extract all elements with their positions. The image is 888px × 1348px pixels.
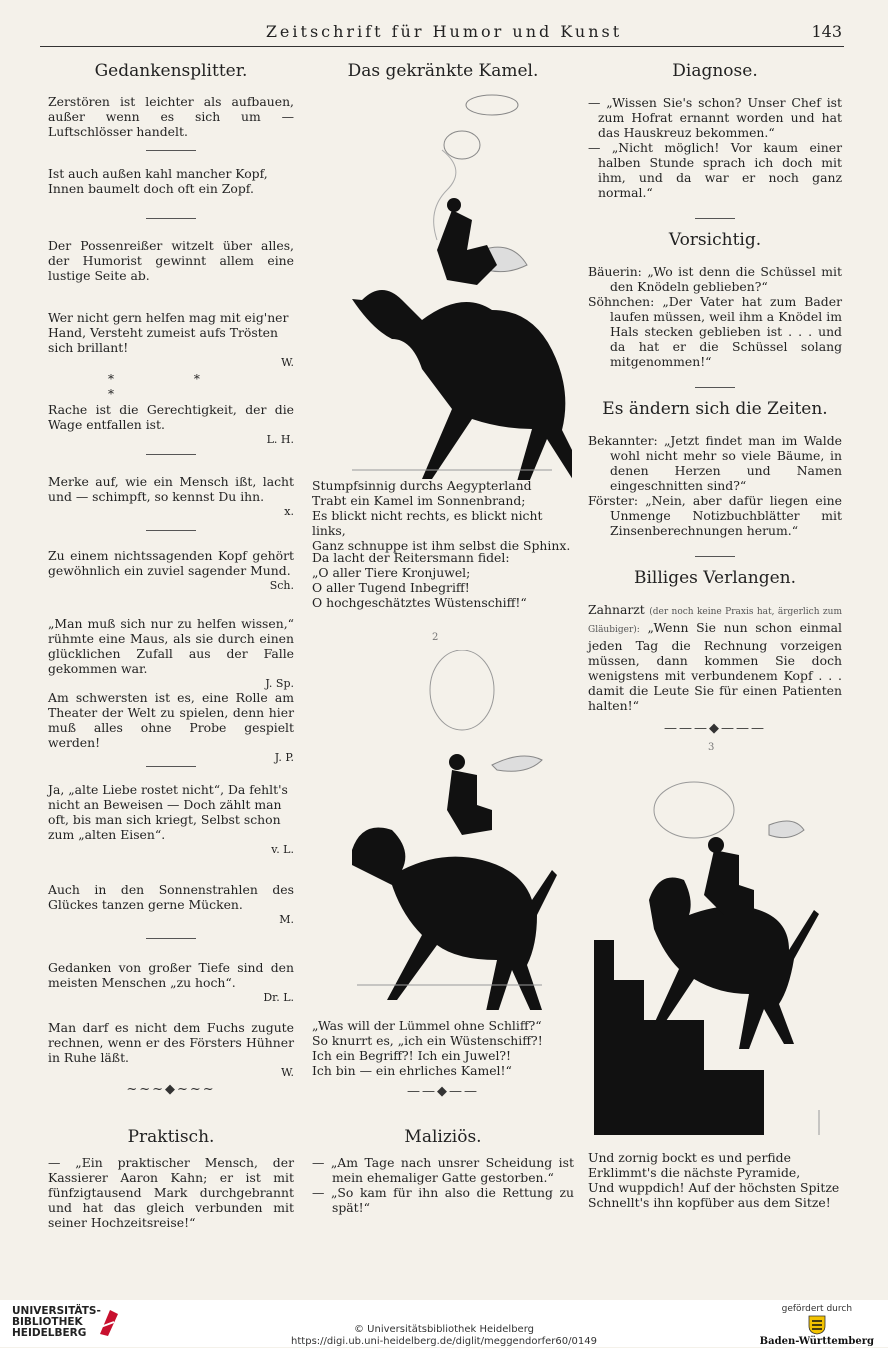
aphorism-text: Rache ist die Gerechtigkeit, der die Wage entfallen ist.	[48, 402, 294, 432]
stanza-1	[312, 478, 574, 553]
logo-line: UNIVERSITÄTS-	[12, 1305, 101, 1317]
dialogue-line: — „So kam für ihn also die Rettung zu spät!“	[312, 1185, 574, 1215]
section-praktisch	[48, 1126, 294, 1230]
aphorism-1	[48, 94, 294, 139]
asterisks: * * *	[108, 372, 238, 401]
coat-of-arms-icon	[805, 1315, 829, 1335]
footer-bar	[0, 1300, 888, 1347]
divider	[146, 150, 196, 151]
ornament: ~~~◆~~~	[126, 1082, 216, 1097]
aphorism-text: Ja, „alte Liebe rostet nicht“, Da fehlt's nicht an Beweisen — Doch zählt man oft, bis man sich kriegt, Selbst schon zum „alten Eisen“.	[48, 782, 288, 842]
camel-illustration-1	[332, 90, 572, 480]
section-title-zeiten: Es ändern sich die Zeiten.	[602, 399, 828, 419]
section-title-malizioes: Maliziös.	[404, 1127, 482, 1147]
stage-direction: (der noch keine Praxis hat, ärgerlich zum Gläubiger):	[588, 607, 842, 635]
joke-paragraph	[588, 602, 842, 713]
state-name: Baden-Württemberg	[759, 1336, 874, 1347]
divider	[695, 556, 735, 557]
ornament: ———◆———	[664, 721, 766, 736]
verse-line: O hochgeschätztes Wüstenschiff!“	[312, 595, 527, 610]
signature: Sch.	[269, 579, 294, 592]
signature: W.	[281, 1066, 294, 1079]
header-rule	[40, 46, 844, 47]
figure-number-3: 3	[708, 742, 715, 753]
dialogue-line: Bekannter: „Jetzt findet man im Walde wohl nicht mehr so viele Bäume, in denen Herzen und Namen eingeschnitten sind?“	[588, 433, 842, 493]
verse-line: So knurrt es, „ich ein Wüstenschiff?!	[312, 1033, 543, 1048]
aphorism-13	[48, 1020, 294, 1080]
funded-by-label: gefördert durch	[781, 1304, 853, 1314]
aphorism-12	[48, 960, 294, 1005]
verse-line: Es blickt nicht rechts, es blickt nicht links,	[312, 508, 543, 538]
verse-line: Trabt ein Kamel im Sonnenbrand;	[312, 493, 526, 508]
signature: Dr. L.	[263, 991, 294, 1004]
verse-line: Und zornig bockt es und perfide	[588, 1150, 791, 1165]
verse-line: Ich ein Begriff?! Ich ein Juwel?!	[312, 1048, 512, 1063]
aphorism-text: Man darf es nicht dem Fuchs zugute rechnen, wenn er des Försters Hühner in Ruhe läßt.	[48, 1020, 294, 1065]
funding-badge	[760, 1304, 874, 1347]
section-title-gedankensplitter: Gedankensplitter.	[94, 61, 248, 81]
dialogue-line: — „Am Tage nach unsrer Scheidung ist mein ehemaliger Gatte gestorben.“	[312, 1155, 574, 1185]
verse-line: „Was will der Lümmel ohne Schliff?“	[312, 1018, 542, 1033]
journal-title: Zeitschrift für Humor und Kunst	[265, 22, 623, 41]
signature: J. Sp.	[265, 677, 294, 690]
verse-line: Erklimmt's die nächste Pyramide,	[588, 1165, 801, 1180]
aphorism-10	[48, 782, 294, 857]
aphorism-7	[48, 548, 294, 593]
divider	[695, 387, 735, 388]
aphorism-text: Zerstören ist leichter als aufbauen, außer wenn es sich um — Luftschlösser handelt.	[48, 94, 294, 139]
aphorism-11	[48, 882, 294, 927]
joke-text: „Wenn Sie nun schon einmal jeden Tag die Rechnung vorzeigen müssen, dann kommen Sie doch wenigstens mit verbundenem Kopf . . . damit die Leute Sie für einen Patienten halten!“	[588, 620, 842, 713]
aphorism-6	[48, 474, 294, 519]
aphorism-text: Merke auf, wie ein Mensch ißt, lacht und — schimpft, so kennst Du ihn.	[48, 474, 294, 504]
divider	[146, 218, 196, 219]
stanza-2	[312, 550, 574, 610]
signature: W.	[281, 356, 294, 369]
ornament: ——◆——	[407, 1084, 479, 1099]
section-title-kamel: Das gekränkte Kamel.	[347, 61, 539, 81]
divider	[146, 454, 196, 455]
speaker: Zahnarzt	[588, 602, 645, 617]
aphorism-8	[48, 616, 294, 691]
verse-line: Ganz schnuppe ist ihm selbst die Sphinx.	[312, 538, 571, 553]
section-malizioes	[312, 1126, 574, 1215]
verse-line: O aller Tugend Inbegriff!	[312, 580, 470, 595]
aphorism-3	[48, 238, 294, 283]
section-title-diagnose: Diagnose.	[672, 61, 758, 81]
figure-number-2: 2	[432, 632, 439, 643]
dialogue-line: Söhnchen: „Der Vater hat zum Bader laufen müssen, weil ihm a Knödel im Hals stecken geblieben ist . . . und da hat er die Schüssel solang mitgenommen!“	[588, 294, 842, 369]
aphorism-text: Wer nicht gern helfen mag mit eig'ner Hand, Versteht zumeist aufs Trösten sich brillant!	[48, 310, 289, 355]
divider	[695, 218, 735, 219]
signature: J. P.	[274, 751, 294, 764]
logo-line: HEIDELBERG	[12, 1327, 87, 1339]
verse-line: Schnellt's ihn kopfüber aus dem Sitze!	[588, 1195, 831, 1210]
verse-line: Da lacht der Reitersmann fidel:	[312, 550, 510, 565]
dialogue-line: Förster: „Nein, aber dafür liegen eine Unmenge Notizbuchblätter mit Zinsenberechnungen herum.“	[588, 493, 842, 538]
camel-illustration-2	[342, 650, 562, 1010]
page-number: 143	[811, 22, 842, 41]
aphorism-text: „Man muß sich nur zu helfen wissen,“ rühmte eine Maus, als sie durch einen glücklichen Zufall aus der Falle gekommen war.	[48, 616, 294, 676]
verse-line: „O aller Tiere Kronjuwel;	[312, 565, 471, 580]
joke-text: — „Ein praktischer Mensch, der Kassierer Aaron Kahn; er ist mit fünfzigtausend Mark durchgebrannt und hat das gleich verbunden mit seiner Hochzeitsreise!“	[48, 1155, 294, 1230]
aphorism-text: Am schwersten ist es, eine Rolle am Theater der Welt zu spielen, denn hier muß alles ohne Probe gespielt werden!	[48, 690, 294, 750]
signature: M.	[279, 913, 294, 926]
stanza-3	[312, 1018, 574, 1078]
final-stanza	[588, 1150, 842, 1210]
divider	[146, 530, 196, 531]
aphorism-4	[48, 310, 294, 370]
aphorism-9	[48, 690, 294, 765]
aphorism-text: Gedanken von großer Tiefe sind den meisten Menschen „zu hoch“.	[48, 960, 294, 990]
verse-line: Stumpfsinnig durchs Aegypterland	[312, 478, 532, 493]
signature: v. L.	[271, 843, 294, 856]
verse-line: Und wuppdich! Auf der höchsten Spitze	[588, 1180, 840, 1195]
logo-line: BIBLIOTHEK	[12, 1316, 83, 1328]
copyright: © Universitätsbibliothek Heidelberg	[353, 1324, 534, 1335]
column-jokes	[588, 60, 842, 1100]
section-title-vorsichtig: Vorsichtig.	[668, 230, 762, 250]
aphorism-text: Ist auch außen kahl mancher Kopf, Innen baumelt doch oft ein Zopf.	[48, 166, 268, 196]
column-poem	[312, 60, 574, 1100]
footer-credits	[0, 1324, 888, 1348]
divider	[146, 938, 196, 939]
dialogue-line: — „Nicht möglich! Vor kaum einer halben Stunde sprach ich doch mit ihm, und da war er noch ganz normal.“	[588, 140, 842, 200]
signature: L. H.	[266, 433, 294, 446]
divider	[146, 766, 196, 767]
dialogue-line: Bäuerin: „Wo ist denn die Schüssel mit den Knödeln geblieben?“	[588, 264, 842, 294]
column-aphorisms	[48, 60, 294, 1100]
aphorism-2	[48, 166, 294, 196]
aphorism-5	[48, 402, 294, 447]
signature: x.	[284, 505, 294, 518]
source-url-link[interactable]: https://digi.ub.uni-heidelberg.de/diglit/meggendorfer60/0149	[291, 1336, 597, 1347]
aphorism-text: Auch in den Sonnenstrahlen des Glückes tanzen gerne Mücken.	[48, 882, 294, 912]
dialogue-line: — „Wissen Sie's schon? Unser Chef ist zum Hofrat ernannt worden und hat das Hauskreuz bekommen.“	[588, 95, 842, 140]
section-title-billiges: Billiges Verlangen.	[633, 568, 797, 588]
section-title-praktisch: Praktisch.	[127, 1127, 215, 1147]
aphorism-text: Der Possenreißer witzelt über alles, der Humorist gewinnt allem eine lustige Seite ab.	[48, 238, 294, 283]
verse-line: Ich bin — ein ehrliches Kamel!“	[312, 1063, 512, 1078]
camel-pyramid-illustration	[594, 760, 842, 1135]
aphorism-text: Zu einem nichtssagenden Kopf gehört gewöhnlich ein zuviel sagender Mund.	[48, 548, 294, 578]
